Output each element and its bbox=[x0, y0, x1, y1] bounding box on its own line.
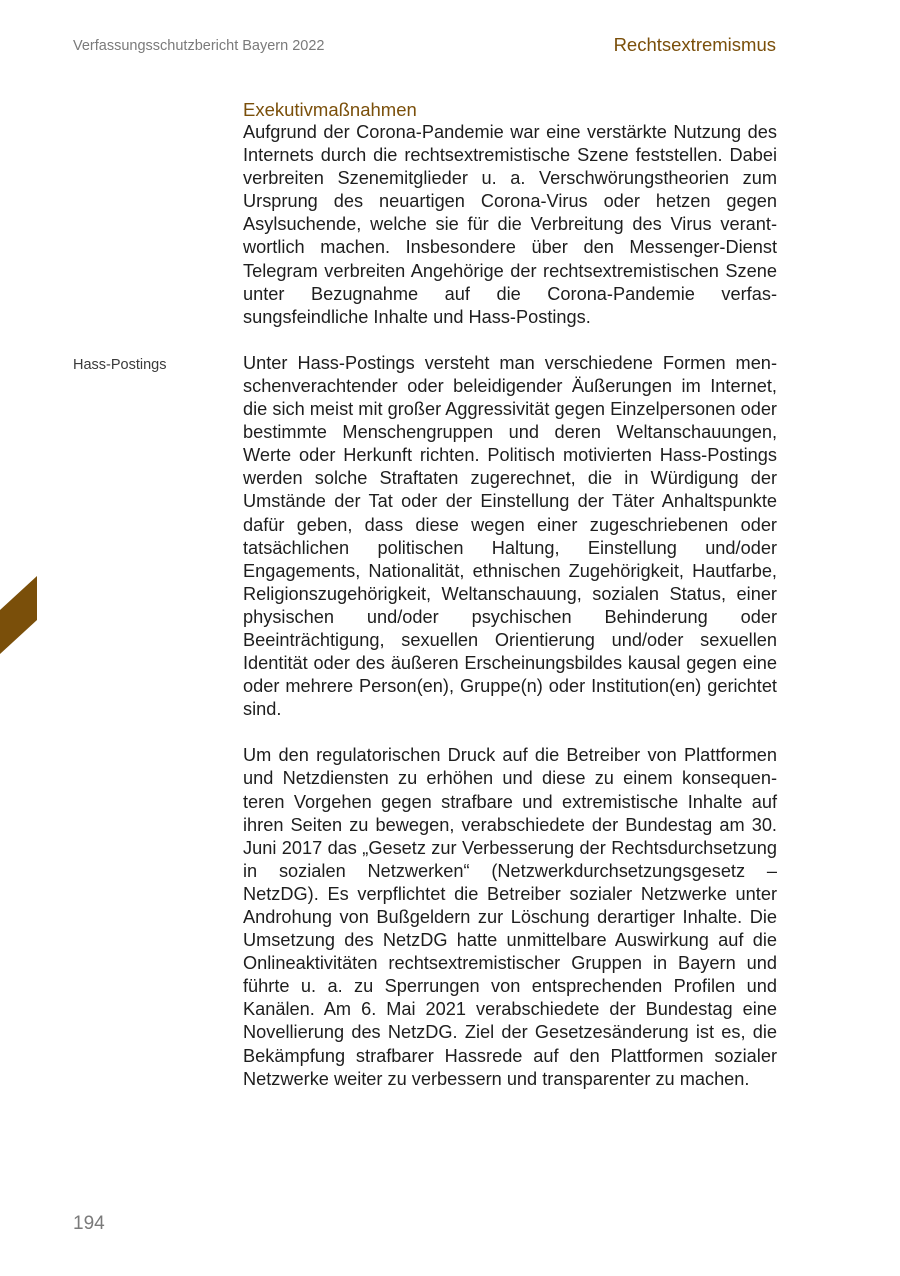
section-title: Rechtsextremismus bbox=[613, 34, 776, 55]
paragraph-netzdg: Um den regulatorischen Druck auf die Betreiber von Plattformen und Netzdiensten zu erhöhen und diese zu einem konsequenteren Vorgehen gegen strafbare und extremistische Inhalte auf ihren Seiten zu bewegen, verabschiedete der Bundestag am 30. Juni 2017 das „Gesetz zur Verbesserung der Rechtsdurchsetzung in sozialen Netzwerken“ (Netzwerkdurchsetzungsgesetz – NetzDG). Es verpflichtet die Betreiber sozialer Netzwerke unter Androhung von Bußgeldern zur Löschung derartiger Inhalte. Die Umsetzung des NetzDG hatte unmittelbare Auswirkung auf die Onlineaktivitäten rechtsextremistischer Gruppen in Bayern und führte u. a. zu Sperrungen von entsprechenden Profilen und Kanälen. Am 6. Mai 2021 verabschiedete der Bundestag eine Novellierung des NetzDG. Ziel der Gesetzesänderung ist es, die Bekämpfung strafbarer Hassrede auf den Plattformen sozialer Netzwerke weiter zu verbessern und transparenter zu machen. bbox=[243, 745, 777, 1089]
page-number: 194 bbox=[73, 1213, 105, 1234]
paragraph-spacer bbox=[243, 721, 777, 744]
running-head: Verfassungsschutzbericht Bayern 2022 bbox=[73, 38, 325, 54]
paragraph-corona-internet: Aufgrund der Corona-Pandemie war eine verstärkte Nutzung des Internets durch die rechtsextremistische Szene feststellen. Dabei verbreiten Szenemitglieder u. a. Verschwörungstheorien zum Ursprung des neuartigen Corona-Virus oder hetzen gegen Asylsuchende, welche sie für die Verbreitung des Virus verantwortlich machen. Insbesondere über den Messenger-Dienst Telegram verbreiten Angehörige der rechtsextremistischen Szene unter Bezugnahme auf die Corona-Pandemie verfassungsfeindliche Inhalte und Hass-Postings. bbox=[243, 122, 777, 327]
main-text-column bbox=[243, 98, 777, 1091]
margin-note-hass-postings: Hass-Postings bbox=[73, 357, 167, 373]
paragraph-hass-postings-definition: Unter Hass-Postings versteht man verschiedene Formen menschenverachtender oder beleidigender Äußerungen im Internet, die sich meist mit großer Aggressivität gegen Einzelpersonen oder bestimmte Menschengruppen und deren Weltanschauungen, Werte oder Herkunft richten. Politisch motivierten Hass-Postings werden solche Straftaten zugerechnet, die in Würdigung der Umstände der Tat oder der Einstellung der Täter Anhaltspunkte dafür geben, dass diese wegen einer zugeschriebenen oder tatsächlichen politischen Haltung, Einstellung und/oder Engagements, Nationalität, ethnischen Zugehörigkeit, Hautfarbe, Religionszugehörigkeit, Weltanschauung, sozialen Status, einer physischen und/oder psychischen Behinderung oder Beeinträchtigung, sexuellen Orientierung und/oder sexuellen Identität oder des äußeren Erscheinungsbildes kausal gegen eine oder mehrere Person(en), Gruppe(n) oder Institution(en) gerichtet sind. bbox=[243, 352, 777, 720]
paragraph-spacer bbox=[243, 329, 777, 352]
side-tab-marker bbox=[0, 576, 37, 654]
section-heading: Exekutivmaßnahmen bbox=[243, 99, 417, 120]
side-tab-shape bbox=[0, 576, 37, 654]
